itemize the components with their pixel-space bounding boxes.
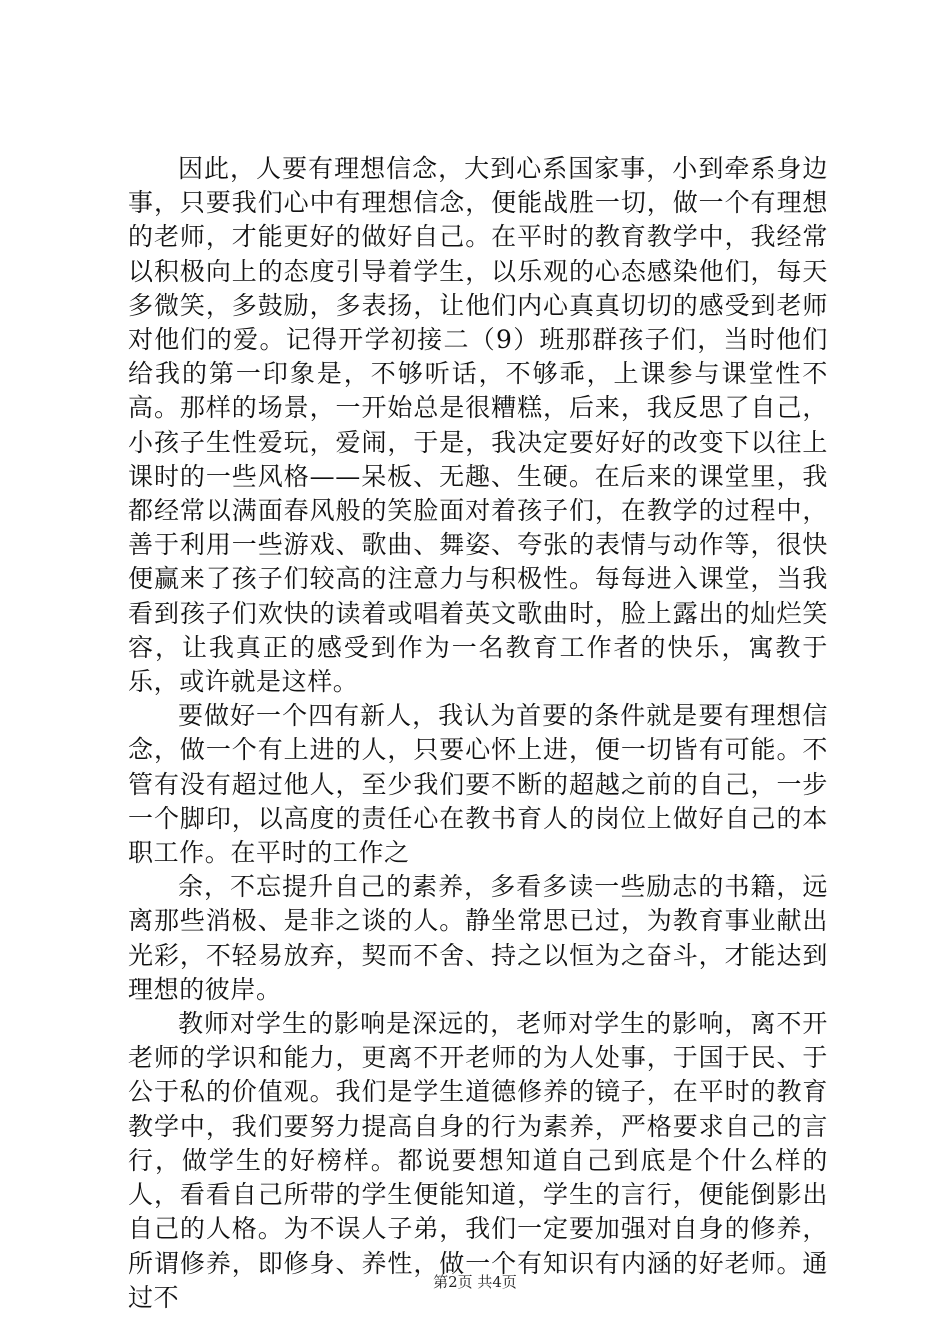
paragraph-4: 教师对学生的影响是深远的，老师对学生的影响，离不开老师的学识和能力，更离不开老师的为人处事，于国于民、于公于私的价值观。我们是学生道德修养的镜子，在平时的教育教学中，我们要努力提高自身的行为素养，严格要求自己的言行，做学生的好榜样。都说要想知道自己到底是个什么样的人，看看自己所带的学生便能知道，学生的言行，便能倒影出自己的人格。为不误人子弟，我们一定要加强对自身的修养，所谓修养，即修身、养性，做一个有知识有内涵的好老师。通过不 xyxy=(128,1009,828,1312)
document-body xyxy=(128,152,828,1315)
paragraph-1: 因此，人要有理想信念，大到心系国家事，小到牵系身边事，只要我们心中有理想信念，便能战胜一切，做一个有理想的老师，才能更好的做好自己。在平时的教育教学中，我经常以积极向上的态度引导着学生，以乐观的心态感染他们，每天多微笑，多鼓励，多表扬，让他们内心真真切切的感受到老师对他们的爱。记得开学初接二（9）班那群孩子们，当时他们给我的第一印象是，不够听话，不够乖，上课参与课堂性不高。那样的场景，一开始总是很糟糕，后来，我反思了自己，小孩子生性爱玩，爱闹，于是，我决定要好好的改变下以往上课时的一些风格——呆板、无趣、生硬。在后来的课堂里，我都经常以满面春风般的笑脸面对着孩子们，在教学的过程中，善于利用一些游戏、歌曲、舞姿、夸张的表情与动作等，很快便赢来了孩子们较高的注意力与积极性。每每进入课堂，当我看到孩子们欢快的读着或唱着英文歌曲时，脸上露出的灿烂笑容，让我真正的感受到作为一名教育工作者的快乐，寓教于乐，或许就是这样。 xyxy=(128,154,828,697)
paragraph-3: 余，不忘提升自己的素养，多看多读一些励志的书籍，远离那些消极、是非之谈的人。静坐常思已过，为教育事业献出光彩，不轻易放弃，契而不舍、持之以恒为之奋斗，才能达到理想的彼岸。 xyxy=(128,872,828,1004)
page-number-footer: 第2页 共4页 xyxy=(433,1273,517,1291)
paragraph-2: 要做好一个四有新人，我认为首要的条件就是要有理想信念，做一个有上进的人，只要心怀上进，便一切皆有可能。不管有没有超过他人，至少我们要不断的超越之前的自己，一步一个脚印，以高度的责任心在教书育人的岗位上做好自己的本职工作。在平时的工作之 xyxy=(128,701,828,868)
